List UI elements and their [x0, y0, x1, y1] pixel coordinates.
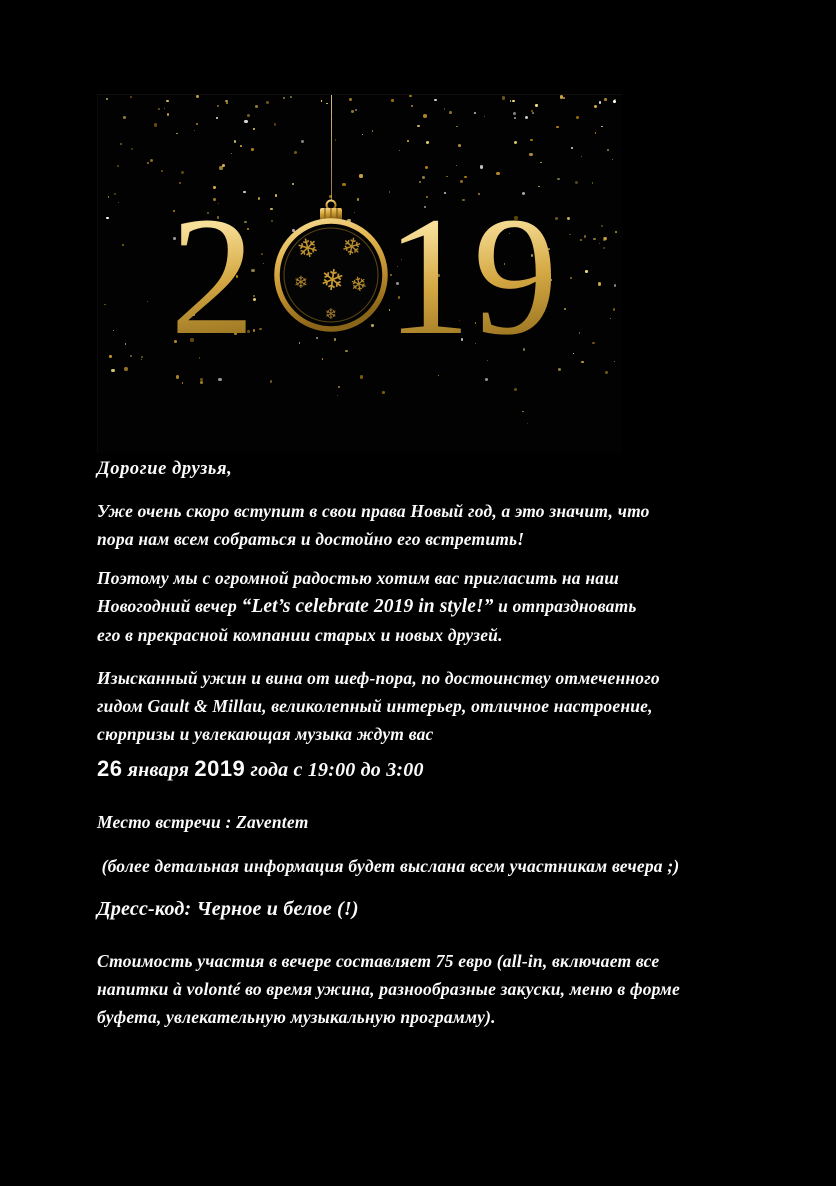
sparkle-dot: [563, 97, 565, 99]
snowflake-icon: ❄: [293, 273, 309, 293]
sparkle-dot: [176, 133, 177, 134]
sparkle-dot: [292, 183, 294, 185]
sparkle-dot: [592, 182, 594, 184]
sparkle-dot: [514, 141, 517, 144]
sparkle-dot: [118, 202, 119, 203]
sparkle-dot: [219, 166, 222, 169]
sparkle-dot: [274, 123, 276, 125]
christmas-ball-ornament: [270, 195, 392, 337]
sparkle-dot: [614, 361, 615, 362]
sparkle-dot: [342, 183, 345, 186]
sparkle-dot: [321, 100, 322, 101]
venue-line: Место встречи : Zaventem: [97, 812, 309, 832]
sparkle-dot: [581, 156, 582, 157]
sparkle-dot: [182, 382, 184, 384]
sparkle-dot: [438, 375, 439, 376]
sparkle-dot: [612, 159, 613, 160]
sparkle-dot: [231, 153, 232, 154]
sparkle-dot: [595, 132, 597, 134]
sparkle-dot: [446, 176, 448, 178]
sparkle-dot: [301, 140, 304, 143]
sparkle-dot: [244, 120, 247, 123]
sparkle-dot: [530, 139, 533, 142]
greeting-heading: Дорогие друзья,: [97, 459, 233, 479]
sparkle-dot: [334, 338, 336, 340]
sparkle-dot: [599, 243, 600, 244]
event-slogan: “Let’s celebrate 2019 in style!”: [241, 596, 494, 617]
year-digits-19: 19: [386, 179, 560, 374]
sparkle-dot: [130, 355, 132, 357]
sparkle-dot: [316, 337, 318, 339]
sparkle-dot: [610, 318, 611, 319]
sparkle-dot: [598, 282, 601, 285]
snowflake-icon: ❄: [317, 261, 347, 299]
dresscode-heading: Дресс-код: Черное и белое (!): [97, 898, 359, 920]
sparkle-dot: [338, 386, 340, 388]
date-day: 26: [97, 756, 123, 781]
sparkle-dot: [601, 126, 603, 128]
sparkle-dot: [510, 100, 511, 101]
sparkle-dot: [141, 356, 143, 358]
sparkle-dot: [579, 332, 580, 333]
sparkle-dot: [594, 105, 597, 108]
sparkle-dot: [615, 231, 617, 233]
paragraph-line: гидом Gault & Millau, великолепный интерьер, отличное настроение,: [97, 696, 653, 716]
sparkle-dot: [532, 112, 534, 114]
sparkle-dot: [106, 217, 108, 219]
sparkle-dot: [599, 101, 601, 103]
paragraph-line: Поэтому мы с огромной радостью хотим вас пригласить на наш: [97, 568, 619, 588]
sparkle-dot: [409, 95, 411, 97]
paragraph-line: пора нам всем собраться и достойно его встретить!: [97, 529, 525, 549]
sparkle-dot: [573, 353, 575, 355]
sparkle-dot: [569, 234, 570, 235]
sparkle-dot: [196, 123, 198, 125]
sparkle-dot: [345, 350, 348, 353]
sparkle-dot: [576, 116, 579, 119]
snowflake-icon: ❄: [293, 232, 323, 267]
paragraph-line: Изысканный ужин и вина от шеф-пора, по достоинству отмеченного: [97, 668, 660, 688]
sparkle-dot: [258, 197, 261, 200]
sparkle-dot: [104, 304, 106, 306]
sparkle-dot: [372, 130, 373, 131]
sparkle-dot: [270, 380, 273, 383]
sparkle-dot: [326, 103, 328, 105]
date-month: января: [122, 759, 195, 781]
sparkle-dot: [176, 375, 179, 378]
sparkle-dot: [141, 359, 142, 360]
sparkle-dot: [147, 301, 148, 302]
sparkle-dot: [226, 102, 228, 104]
sparkle-dot: [283, 97, 285, 99]
sparkle-dot: [360, 375, 363, 378]
sparkle-dot: [456, 126, 457, 127]
sparkle-dot: [556, 126, 559, 129]
sparkle-dot: [399, 150, 400, 151]
sparkle-dot: [525, 116, 528, 119]
paragraph-line: Уже очень скоро вступит в свои права Новый год, а это значит, что: [97, 501, 650, 521]
sparkle-dot: [217, 105, 219, 107]
paragraph-line-part: и отпраздновать: [493, 596, 637, 616]
sparkle-dot: [181, 171, 184, 174]
sparkle-dot: [484, 116, 485, 117]
sparkle-dot: [266, 101, 269, 104]
sparkle-dot: [564, 308, 566, 310]
ornament-thread: [331, 95, 332, 201]
snowflake-icon: ❄: [348, 270, 370, 298]
date-year: 2019: [194, 756, 246, 781]
sparkle-dot: [166, 100, 168, 102]
sparkle-dot: [425, 166, 428, 169]
sparkle-dot: [514, 117, 516, 119]
invitation-paragraph: [97, 564, 797, 649]
sparkle-dot: [349, 98, 352, 101]
sparkle-dot: [335, 139, 336, 140]
sparkle-dot: [125, 343, 126, 344]
sparkle-dot: [218, 378, 221, 381]
sparkle-dot: [614, 284, 617, 287]
sparkle-dot: [123, 116, 126, 119]
sparkle-dot: [362, 134, 363, 135]
paragraph-line: Стоимость участия в вечере составляет 75 евро (all-in, включает все: [97, 951, 660, 971]
sparkle-dot: [216, 117, 218, 119]
price-paragraph: [97, 947, 797, 1031]
sparkle-dot: [613, 308, 616, 311]
sparkle-dot: [496, 172, 499, 175]
paragraph-line: буфета, увлекательную музыкальную программу).: [97, 1007, 496, 1027]
sparkle-dot: [434, 99, 436, 101]
sparkle-dot: [502, 96, 505, 99]
sparkle-dot: [426, 141, 428, 143]
sparkle-dot: [584, 235, 587, 238]
sparkle-dot: [147, 162, 150, 165]
sparkle-dot: [290, 96, 292, 98]
sparkle-dot: [355, 109, 357, 111]
sparkle-dot: [164, 108, 165, 109]
sparkle-dot: [391, 99, 394, 102]
sparkle-dot: [411, 105, 413, 107]
sparkle-dot: [580, 239, 582, 241]
sparkle-dot: [167, 113, 170, 116]
sparkle-dot: [444, 108, 445, 109]
sparkle-dot: [514, 388, 517, 391]
sparkle-dot: [196, 95, 198, 97]
sparkle-dot: [613, 100, 616, 103]
sparkle-dot: [480, 165, 483, 168]
sparkle-dot: [120, 143, 122, 145]
sparkle-dot: [535, 104, 537, 106]
sparkle-dot: [449, 111, 452, 114]
sparkle-dot: [464, 176, 467, 179]
sparkle-dot: [417, 125, 419, 127]
sparkle-dot: [529, 153, 532, 156]
sparkle-dot: [253, 128, 255, 130]
sparkle-dot: [593, 238, 596, 241]
sparkle-dot: [605, 371, 608, 374]
sparkle-dot: [194, 130, 195, 131]
paragraph-line: его в прекрасной компании старых и новых друзей.: [97, 625, 503, 645]
sparkle-dot: [603, 247, 605, 249]
sparkle-dot: [513, 112, 516, 115]
snowflake-icon: ❄: [324, 305, 338, 323]
sparkle-dot: [154, 123, 157, 126]
paragraph-line-part: Новогодний вечер: [97, 596, 242, 616]
sparkle-dot: [247, 114, 250, 117]
sparkle-dot: [251, 148, 254, 151]
sparkle-dot: [255, 105, 258, 108]
sparkle-dot: [585, 270, 588, 273]
sparkle-dot: [423, 114, 426, 117]
sparkle-dot: [570, 277, 571, 278]
sparkle-dot: [407, 140, 408, 141]
sparkle-dot: [607, 149, 609, 151]
sparkle-dot: [122, 244, 125, 247]
sparkle-dot: [522, 411, 524, 413]
details-note: (более детальная информация будет выслана всем участникам вечера ;): [97, 856, 680, 876]
sparkle-dot: [527, 423, 529, 425]
sparkle-dot: [567, 217, 570, 220]
sparkle-dot: [474, 112, 476, 114]
paragraph-line: [97, 592, 797, 621]
sparkle-dot: [382, 391, 385, 394]
sparkle-dot: [351, 110, 354, 113]
sparkle-dot: [263, 263, 264, 264]
sparkle-dot: [131, 148, 133, 150]
paragraph-line: сюрпризы и увлекающая музыка ждут вас: [97, 724, 434, 744]
snowflake-icon: ❄: [338, 231, 365, 263]
sparkle-dot: [322, 358, 323, 359]
sparkle-dot: [581, 361, 584, 364]
sparkle-dot: [117, 165, 119, 167]
sparkle-dot: [294, 151, 297, 154]
sparkle-dot: [124, 367, 127, 370]
sparkle-dot: [108, 196, 110, 198]
program-paragraph: [97, 664, 797, 748]
sparkle-dot: [337, 395, 338, 396]
sparkle-dot: [575, 181, 578, 184]
sparkle-dot: [458, 144, 461, 147]
sparkle-dot: [234, 140, 236, 142]
new-year-2019-image: [97, 94, 622, 453]
sparkle-dot: [359, 174, 362, 177]
intro-paragraph: [97, 497, 797, 553]
sparkle-dot: [592, 342, 595, 345]
date-time: года с 19:00 до 3:00: [245, 759, 424, 781]
sparkle-dot: [111, 369, 114, 372]
sparkle-dot: [161, 170, 163, 172]
sparkle-dot: [113, 330, 114, 331]
paragraph-line: напитки à volonté во время ужина, разнообразные закуски, меню в форме: [97, 979, 680, 999]
date-heading: [97, 755, 797, 784]
sparkle-dot: [601, 225, 604, 228]
sparkle-dot: [200, 381, 203, 384]
sparkle-dot: [540, 162, 542, 164]
sparkle-dot: [604, 98, 607, 101]
sparkle-dot: [109, 355, 111, 357]
sparkle-dot: [158, 108, 160, 110]
sparkle-dot: [485, 378, 488, 381]
sparkle-dot: [603, 237, 606, 240]
sparkle-dot: [130, 96, 133, 99]
sparkle-dot: [299, 342, 301, 344]
sparkle-dot: [259, 328, 262, 331]
sparkle-dot: [114, 193, 116, 195]
sparkle-dot: [571, 147, 573, 149]
sparkle-dot: [106, 98, 108, 100]
sparkle-dot: [261, 253, 263, 255]
sparkle-dot: [240, 145, 242, 147]
year-digit-2: 2: [170, 179, 257, 374]
sparkle-dot: [456, 165, 458, 167]
sparkle-dot: [512, 100, 514, 102]
sparkle-dot: [150, 159, 153, 162]
